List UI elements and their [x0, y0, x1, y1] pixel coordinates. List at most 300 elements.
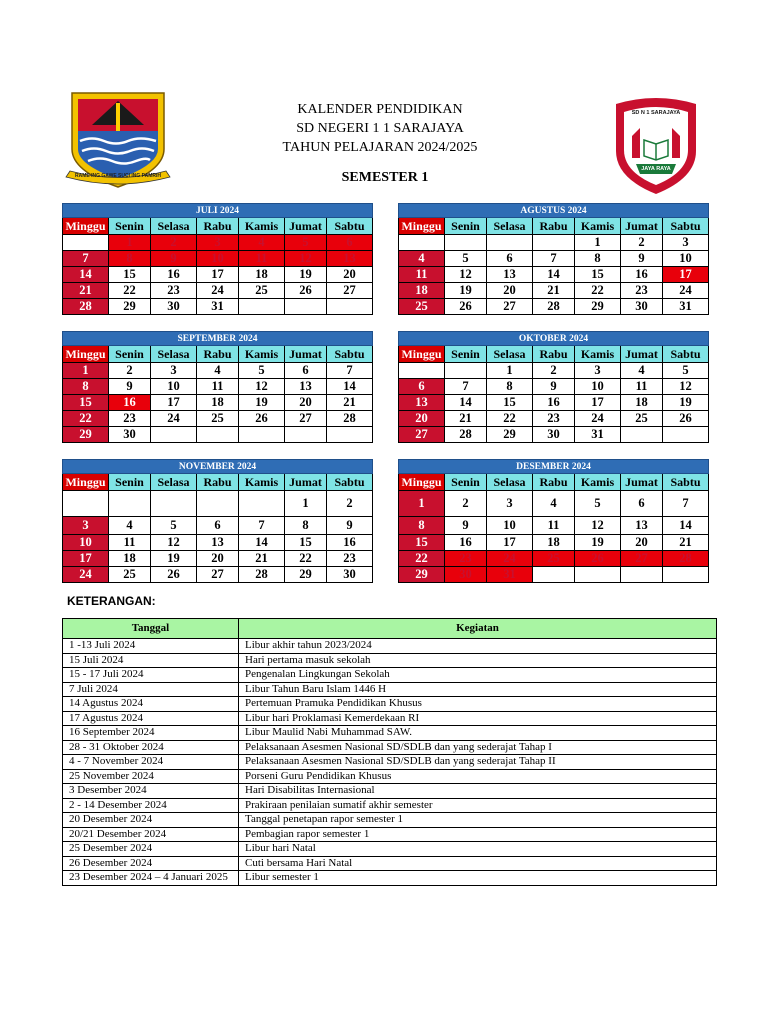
date-cell: 12	[239, 379, 285, 395]
date-cell: 29	[487, 427, 533, 443]
date-cell: 11	[239, 251, 285, 267]
date-cell: 13	[285, 379, 327, 395]
date-cell: 9	[327, 517, 373, 535]
date-cell: 17	[151, 395, 197, 411]
column-header-date: Tanggal	[63, 619, 239, 639]
date-cell: 27	[399, 427, 445, 443]
date-cell: 6	[197, 517, 239, 535]
day-names-row	[63, 218, 373, 235]
date-cell: 24	[151, 411, 197, 427]
date-cell: 17	[487, 535, 533, 551]
date-cell: 29	[575, 299, 621, 315]
empty-date-cell	[663, 567, 709, 583]
day-name-kamis: Kamis	[575, 346, 621, 363]
week-row	[399, 251, 709, 267]
month-name: OKTOBER 2024	[399, 332, 709, 346]
date-cell: 30	[109, 427, 151, 443]
empty-date-cell	[575, 567, 621, 583]
date-cell: 14	[327, 379, 373, 395]
date-cell: 2	[621, 235, 663, 251]
date-cell: 28	[239, 567, 285, 583]
week-row	[63, 517, 373, 535]
table-row	[63, 813, 717, 828]
date-cell: 20	[197, 551, 239, 567]
table-row	[63, 871, 717, 886]
date-cell: 1	[575, 235, 621, 251]
date-cell: 7	[327, 363, 373, 379]
day-name-rabu: Rabu	[197, 474, 239, 491]
date-cell: 15	[285, 535, 327, 551]
date-cell: 21	[327, 395, 373, 411]
week-row	[399, 567, 709, 583]
title-line-3: TAHUN PELAJARAN 2024/2025	[282, 140, 478, 155]
date-cell: 11	[533, 517, 575, 535]
date-cell: 2	[533, 363, 575, 379]
month-header-row	[399, 204, 709, 218]
activity-description: Libur semester 1	[239, 871, 717, 886]
month-calendar	[62, 331, 373, 443]
day-name-jumat: Jumat	[285, 346, 327, 363]
date-cell: 25	[109, 567, 151, 583]
date-cell: 12	[445, 267, 487, 283]
month-name: JULI 2024	[63, 204, 373, 218]
date-cell: 12	[663, 379, 709, 395]
date-cell: 11	[621, 379, 663, 395]
month-header-row	[63, 204, 373, 218]
date-cell: 25	[197, 411, 239, 427]
day-names-row	[399, 346, 709, 363]
activity-date: 7 Juli 2024	[63, 682, 239, 697]
date-cell: 5	[663, 363, 709, 379]
week-row	[399, 299, 709, 315]
date-cell: 31	[663, 299, 709, 315]
day-name-sabtu: Sabtu	[663, 474, 709, 491]
date-cell: 23	[109, 411, 151, 427]
date-cell: 16	[621, 267, 663, 283]
activity-description: Libur akhir tahun 2023/2024	[239, 639, 717, 654]
day-name-minggu: Minggu	[63, 346, 109, 363]
date-cell: 6	[399, 379, 445, 395]
day-name-minggu: Minggu	[399, 346, 445, 363]
week-row	[63, 395, 373, 411]
date-cell: 3	[197, 235, 239, 251]
date-cell: 18	[197, 395, 239, 411]
activity-description: Porseni Guru Pendidikan Khusus	[239, 769, 717, 784]
week-row	[399, 427, 709, 443]
empty-date-cell	[533, 235, 575, 251]
activity-description: Prakiraan penilaian sumatif akhir semester	[239, 798, 717, 813]
activity-date: 28 - 31 Oktober 2024	[63, 740, 239, 755]
school-logo-bottom-text: JAYA RAYA	[641, 166, 671, 172]
activity-date: 15 - 17 Juli 2024	[63, 668, 239, 683]
day-name-kamis: Kamis	[575, 218, 621, 235]
date-cell: 30	[151, 299, 197, 315]
day-name-selasa: Selasa	[151, 474, 197, 491]
activity-description: Pelaksanaan Asesmen Nasional SD/SDLB dan yang sederajat Tahap I	[239, 740, 717, 755]
day-name-selasa: Selasa	[487, 218, 533, 235]
day-name-rabu: Rabu	[533, 218, 575, 235]
date-cell: 5	[151, 517, 197, 535]
date-cell: 18	[399, 283, 445, 299]
week-row	[399, 267, 709, 283]
date-cell: 15	[487, 395, 533, 411]
month-name: SEPTEMBER 2024	[63, 332, 373, 346]
date-cell: 13	[327, 251, 373, 267]
month-header-row	[63, 332, 373, 346]
activity-date: 25 Desember 2024	[63, 842, 239, 857]
table-row	[63, 755, 717, 770]
date-cell: 23	[621, 283, 663, 299]
month-calendar	[398, 203, 709, 315]
date-cell: 6	[285, 363, 327, 379]
month-name: NOVEMBER 2024	[63, 460, 373, 474]
date-cell: 7	[533, 251, 575, 267]
title-line-2: SD NEGERI 1 1 SARAJAYA	[296, 121, 464, 136]
date-cell: 11	[197, 379, 239, 395]
date-cell: 15	[109, 267, 151, 283]
activity-description: Libur Tahun Baru Islam 1446 H	[239, 682, 717, 697]
activity-description: Tanggal penetapan rapor semester 1	[239, 813, 717, 828]
date-cell: 2	[327, 491, 373, 517]
date-cell: 27	[487, 299, 533, 315]
date-cell: 20	[621, 535, 663, 551]
date-cell: 1	[487, 363, 533, 379]
date-cell: 16	[445, 535, 487, 551]
empty-date-cell	[285, 299, 327, 315]
date-cell: 8	[63, 379, 109, 395]
date-cell: 11	[109, 535, 151, 551]
date-cell: 4	[197, 363, 239, 379]
date-cell: 18	[109, 551, 151, 567]
date-cell: 18	[533, 535, 575, 551]
semester-title: SEMESTER 1	[341, 170, 429, 185]
table-row	[63, 842, 717, 857]
month-header-row	[399, 460, 709, 474]
date-cell: 31	[487, 567, 533, 583]
table-row	[63, 682, 717, 697]
date-cell: 8	[399, 517, 445, 535]
week-row	[63, 235, 373, 251]
empty-date-cell	[533, 567, 575, 583]
date-cell: 19	[285, 267, 327, 283]
date-cell: 25	[239, 283, 285, 299]
date-cell: 26	[151, 567, 197, 583]
day-name-senin: Senin	[445, 474, 487, 491]
date-cell: 15	[399, 535, 445, 551]
date-cell: 7	[445, 379, 487, 395]
activity-date: 4 - 7 November 2024	[63, 755, 239, 770]
date-cell: 30	[621, 299, 663, 315]
activity-date: 2 - 14 Desember 2024	[63, 798, 239, 813]
day-name-senin: Senin	[109, 474, 151, 491]
day-name-kamis: Kamis	[239, 346, 285, 363]
date-cell: 7	[63, 251, 109, 267]
date-cell: 13	[487, 267, 533, 283]
date-cell: 4	[399, 251, 445, 267]
activity-date: 26 Desember 2024	[63, 856, 239, 871]
activities-header-row	[63, 619, 717, 639]
date-cell: 26	[285, 283, 327, 299]
date-cell: 28	[63, 299, 109, 315]
date-cell: 3	[63, 517, 109, 535]
day-name-jumat: Jumat	[285, 218, 327, 235]
date-cell: 28	[445, 427, 487, 443]
date-cell: 8	[109, 251, 151, 267]
date-cell: 29	[63, 427, 109, 443]
date-cell: 12	[285, 251, 327, 267]
empty-date-cell	[63, 491, 109, 517]
week-row	[63, 363, 373, 379]
date-cell: 20	[327, 267, 373, 283]
month-name: DESEMBER 2024	[399, 460, 709, 474]
date-cell: 24	[197, 283, 239, 299]
empty-date-cell	[151, 491, 197, 517]
activity-date: 3 Desember 2024	[63, 784, 239, 799]
date-cell: 8	[285, 517, 327, 535]
activity-description: Pembagian rapor semester 1	[239, 827, 717, 842]
date-cell: 26	[239, 411, 285, 427]
date-cell: 15	[575, 267, 621, 283]
week-row	[399, 235, 709, 251]
school-logo-top-text: SD N 1 SARAJAYA	[631, 110, 681, 116]
activity-description: Pelaksanaan Asesmen Nasional SD/SDLB dan yang sederajat Tahap II	[239, 755, 717, 770]
day-name-selasa: Selasa	[151, 218, 197, 235]
month-name: AGUSTUS 2024	[399, 204, 709, 218]
week-row	[399, 283, 709, 299]
activity-description: Hari Disabilitas Internasional	[239, 784, 717, 799]
date-cell: 3	[487, 491, 533, 517]
day-names-row	[399, 474, 709, 491]
date-cell: 25	[399, 299, 445, 315]
date-cell: 10	[151, 379, 197, 395]
day-names-row	[63, 474, 373, 491]
empty-date-cell	[197, 491, 239, 517]
date-cell: 5	[445, 251, 487, 267]
activity-description: Pertemuan Pramuka Pendidikan Khusus	[239, 697, 717, 712]
table-row	[63, 711, 717, 726]
day-name-senin: Senin	[445, 218, 487, 235]
day-name-rabu: Rabu	[197, 346, 239, 363]
date-cell: 19	[151, 551, 197, 567]
date-cell: 24	[575, 411, 621, 427]
table-row	[63, 697, 717, 712]
date-cell: 7	[663, 491, 709, 517]
empty-date-cell	[327, 299, 373, 315]
table-row	[63, 639, 717, 654]
week-row	[63, 251, 373, 267]
day-name-rabu: Rabu	[533, 346, 575, 363]
school-shield-logo	[610, 96, 702, 196]
date-cell: 17	[575, 395, 621, 411]
day-name-kamis: Kamis	[239, 218, 285, 235]
date-cell: 1	[109, 235, 151, 251]
date-cell: 25	[533, 551, 575, 567]
date-cell: 22	[487, 411, 533, 427]
day-name-minggu: Minggu	[399, 218, 445, 235]
week-row	[63, 491, 373, 517]
date-cell: 6	[621, 491, 663, 517]
day-name-selasa: Selasa	[151, 346, 197, 363]
activity-description: Pengenalan Lingkungan Sekolah	[239, 668, 717, 683]
date-cell: 2	[151, 235, 197, 251]
date-cell: 21	[533, 283, 575, 299]
date-cell: 28	[327, 411, 373, 427]
empty-date-cell	[239, 299, 285, 315]
empty-date-cell	[399, 235, 445, 251]
date-cell: 9	[621, 251, 663, 267]
date-cell: 31	[575, 427, 621, 443]
date-cell: 9	[151, 251, 197, 267]
activity-date: 25 November 2024	[63, 769, 239, 784]
date-cell: 30	[327, 567, 373, 583]
day-name-jumat: Jumat	[285, 474, 327, 491]
date-cell: 6	[487, 251, 533, 267]
empty-date-cell	[487, 235, 533, 251]
activity-description: Cuti bersama Hari Natal	[239, 856, 717, 871]
activity-date: 14 Agustus 2024	[63, 697, 239, 712]
date-cell: 12	[151, 535, 197, 551]
week-row	[63, 267, 373, 283]
table-row	[63, 769, 717, 784]
date-cell: 14	[239, 535, 285, 551]
date-cell: 8	[487, 379, 533, 395]
date-cell: 24	[63, 567, 109, 583]
empty-date-cell	[109, 491, 151, 517]
date-cell: 12	[575, 517, 621, 535]
day-name-rabu: Rabu	[197, 218, 239, 235]
week-row	[63, 283, 373, 299]
activity-date: 1 -13 Juli 2024	[63, 639, 239, 654]
table-row	[63, 653, 717, 668]
day-name-minggu: Minggu	[63, 474, 109, 491]
activity-date: 23 Desember 2024 – 4 Januari 2025	[63, 871, 239, 886]
date-cell: 23	[445, 551, 487, 567]
date-cell: 10	[575, 379, 621, 395]
day-name-sabtu: Sabtu	[327, 218, 373, 235]
date-cell: 16	[533, 395, 575, 411]
week-row	[63, 299, 373, 315]
day-name-minggu: Minggu	[399, 474, 445, 491]
month-calendar	[62, 203, 373, 315]
date-cell: 29	[109, 299, 151, 315]
date-cell: 10	[663, 251, 709, 267]
week-row	[63, 535, 373, 551]
date-cell: 27	[621, 551, 663, 567]
month-calendar	[62, 459, 373, 583]
empty-date-cell	[445, 363, 487, 379]
empty-date-cell	[63, 235, 109, 251]
date-cell: 22	[63, 411, 109, 427]
empty-date-cell	[197, 427, 239, 443]
week-row	[63, 427, 373, 443]
date-cell: 19	[663, 395, 709, 411]
day-name-minggu: Minggu	[63, 218, 109, 235]
date-cell: 4	[621, 363, 663, 379]
date-cell: 5	[575, 491, 621, 517]
table-row	[63, 668, 717, 683]
activity-date: 20/21 Desember 2024	[63, 827, 239, 842]
day-name-sabtu: Sabtu	[663, 218, 709, 235]
date-cell: 14	[63, 267, 109, 283]
date-cell: 17	[663, 267, 709, 283]
day-name-jumat: Jumat	[621, 474, 663, 491]
date-cell: 17	[197, 267, 239, 283]
week-row	[63, 567, 373, 583]
table-row	[63, 856, 717, 871]
date-cell: 31	[197, 299, 239, 315]
date-cell: 7	[239, 517, 285, 535]
week-row	[399, 517, 709, 535]
date-cell: 14	[533, 267, 575, 283]
date-cell: 23	[533, 411, 575, 427]
date-cell: 19	[445, 283, 487, 299]
date-cell: 6	[327, 235, 373, 251]
regency-emblem-logo	[62, 91, 174, 191]
date-cell: 22	[109, 283, 151, 299]
date-cell: 13	[399, 395, 445, 411]
week-row	[63, 551, 373, 567]
date-cell: 24	[487, 551, 533, 567]
week-row	[399, 491, 709, 517]
date-cell: 18	[239, 267, 285, 283]
date-cell: 4	[239, 235, 285, 251]
date-cell: 16	[327, 535, 373, 551]
date-cell: 19	[239, 395, 285, 411]
activity-description: Libur Maulid Nabi Muhammad SAW.	[239, 726, 717, 741]
date-cell: 10	[63, 535, 109, 551]
activity-date: 20 Desember 2024	[63, 813, 239, 828]
date-cell: 26	[445, 299, 487, 315]
date-cell: 10	[197, 251, 239, 267]
empty-date-cell	[399, 363, 445, 379]
date-cell: 11	[399, 267, 445, 283]
date-cell: 21	[663, 535, 709, 551]
month-calendar	[398, 331, 709, 443]
empty-date-cell	[621, 567, 663, 583]
day-name-senin: Senin	[109, 346, 151, 363]
date-cell: 28	[533, 299, 575, 315]
date-cell: 22	[399, 551, 445, 567]
date-cell: 2	[445, 491, 487, 517]
date-cell: 1	[63, 363, 109, 379]
day-name-kamis: Kamis	[239, 474, 285, 491]
date-cell: 1	[285, 491, 327, 517]
empty-date-cell	[285, 427, 327, 443]
date-cell: 1	[399, 491, 445, 517]
table-row	[63, 740, 717, 755]
date-cell: 16	[109, 395, 151, 411]
date-cell: 20	[285, 395, 327, 411]
activity-description: Libur hari Proklamasi Kemerdekaan RI	[239, 711, 717, 726]
date-cell: 28	[663, 551, 709, 567]
week-row	[63, 379, 373, 395]
column-header-activity: Kegiatan	[239, 619, 717, 639]
day-name-sabtu: Sabtu	[327, 346, 373, 363]
activity-description: Hari pertama masuk sekolah	[239, 653, 717, 668]
activity-date: 17 Agustus 2024	[63, 711, 239, 726]
date-cell: 24	[663, 283, 709, 299]
date-cell: 21	[63, 283, 109, 299]
date-cell: 21	[239, 551, 285, 567]
date-cell: 27	[327, 283, 373, 299]
empty-date-cell	[663, 427, 709, 443]
day-name-jumat: Jumat	[621, 346, 663, 363]
date-cell: 27	[197, 567, 239, 583]
date-cell: 15	[63, 395, 109, 411]
date-cell: 16	[151, 267, 197, 283]
date-cell: 4	[533, 491, 575, 517]
empty-date-cell	[445, 235, 487, 251]
